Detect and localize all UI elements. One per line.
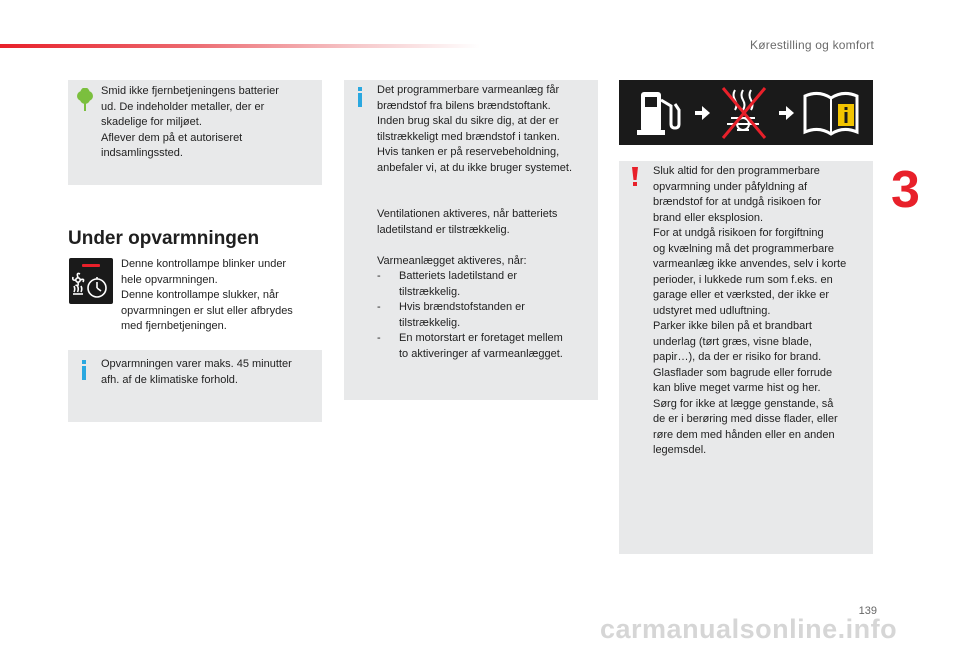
chapter-number: 3 [891, 161, 920, 219]
text-line: og kvælning må det programmerbare [653, 242, 834, 255]
text-line: hele opvarmningen. [121, 273, 218, 286]
info-note-fuel-text [377, 83, 595, 362]
page-number: 139 [858, 605, 877, 617]
arrow-right-icon [695, 106, 710, 120]
text-line: legemsdel. [653, 444, 707, 456]
environment-note-text [101, 84, 313, 162]
pictogram-bar [619, 80, 873, 145]
text-line: Denne kontrollampe blinker under [121, 258, 287, 270]
exclamation-icon [630, 167, 640, 192]
info-icon [79, 360, 89, 385]
text-line: Hvis tanken er på reservebeholdning, [377, 146, 560, 158]
text-line: ud. De indeholder metaller, der er [101, 100, 265, 113]
programmable-heating-warning-lamp-icon [69, 258, 113, 304]
text-line: afh. af de klimatiske forhold. [101, 373, 238, 386]
text-line: Sluk altid for den programmerbare [653, 165, 820, 177]
text-line: Opvarmningen varer maks. 45 minutter [101, 358, 292, 370]
fuel-pump-icon [637, 92, 679, 135]
arrow-right-icon [779, 106, 794, 120]
text-line: underlag (tørt græs, visne blade, [653, 335, 812, 348]
text-line: Glasflader som bagrude eller forrude [653, 366, 833, 379]
info-note-duration-text [101, 357, 317, 388]
text-line: brand eller eksplosion. [653, 211, 764, 224]
warning-note-text [653, 164, 869, 459]
info-note-duration [68, 350, 322, 422]
text-line: papir…), da der er risiko for brand. [653, 351, 822, 363]
text-line: røre dem med hånden eller en anden [653, 428, 835, 441]
text-line: perioder, i lukkede rum som f.eks. en [653, 273, 833, 286]
text-line: For at undgå risikoen for forgiftning [653, 227, 824, 239]
text-line: med fjernbetjeningen. [121, 320, 227, 332]
text-line: opvarmningen er slut eller afbrydes [121, 304, 293, 317]
info-icon [355, 87, 365, 112]
text-line: ladetilstand er tilstrækkelig. [377, 223, 510, 236]
text-line: Denne kontrollampe slukker, når [121, 289, 279, 301]
text-line: Parker ikke bilen på et brandbart [653, 320, 812, 332]
text-line: udstyret med udluftning. [653, 304, 771, 317]
handbook-info-icon [805, 93, 857, 134]
environment-note [68, 80, 322, 185]
text-line: Det programmerbare varmeanlæg får [377, 84, 560, 96]
text-line: Smid ikke fjernbetjeningens batterier [101, 85, 279, 97]
text-line: tilstrækkeligt med brændstof i tanken. [377, 130, 560, 143]
text-line: Ventilationen aktiveres, når batteriets [377, 208, 558, 220]
info-note-fuel [344, 80, 598, 400]
list-item: - Batteriets ladetilstand er tilstrækkelig. [377, 270, 518, 298]
text-line: de er i berøring med disse flader, eller [653, 413, 838, 425]
lamp-description [121, 257, 321, 335]
text-line: kan blive meget varme hist og her. [653, 382, 821, 394]
text-line: garage eller et værksted, der ikke er [653, 289, 830, 301]
text-line: Varmeanlægget aktiveres, når: [377, 254, 527, 267]
leaf-icon [76, 88, 94, 117]
list-item: - En motorstart er foretaget mellem to aktiveringer af varmeanlægget. [377, 332, 563, 360]
header-section-title: Kørestilling og komfort [750, 38, 874, 52]
section-heading: Under opvarmningen [68, 228, 260, 249]
heater-crossed-out-icon [723, 88, 765, 138]
text-line: indsamlingssted. [101, 147, 183, 159]
text-line: Aflever dem på et autoriseret [101, 131, 243, 144]
list-item: - Hvis brændstofstanden er tilstrækkelig. [377, 301, 525, 329]
text-line: Sørg for ikke at lægge genstande, så [653, 397, 834, 410]
text-line: skadelige for miljøet. [101, 116, 202, 128]
watermark: carmanualsonline.info [600, 614, 898, 644]
warning-note [619, 161, 873, 554]
header-accent-bar [0, 44, 480, 48]
text-line: Inden brug skal du sikre dig, at der er [377, 115, 559, 127]
text-line: anbefaler vi, at du ikke bruger systemet. [377, 161, 573, 174]
text-line: brændstof fra bilens brændstoftank. [377, 99, 551, 112]
text-line: brændstof for at undgå risikoen for [653, 196, 822, 208]
text-line: opvarmning under påfyldning af [653, 180, 808, 193]
text-line: varmeanlæg ikke anvendes, selv i korte [653, 258, 847, 270]
